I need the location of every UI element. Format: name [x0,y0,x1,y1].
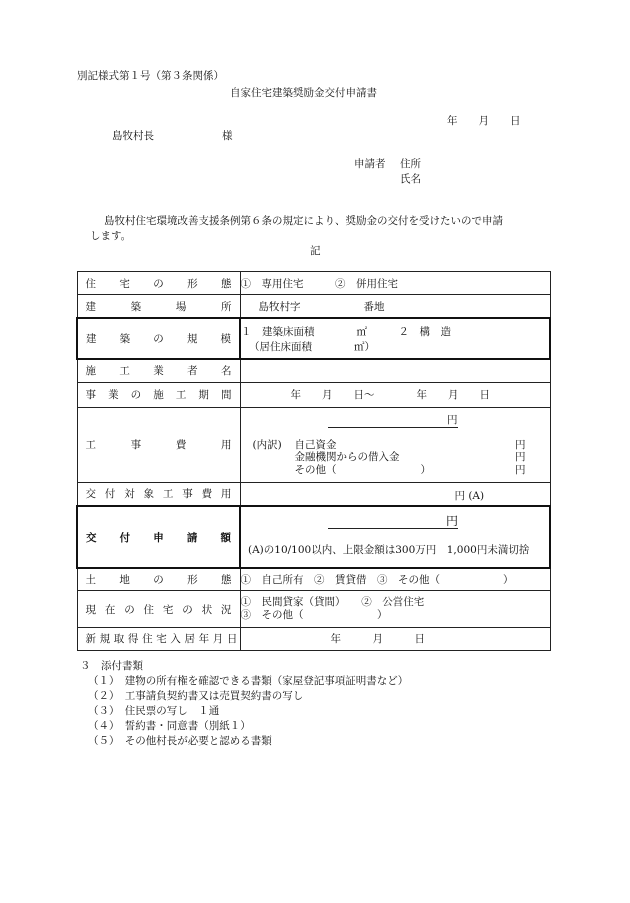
attachment-item: （５） その他村長が必要と認める書類 [88,735,272,747]
row-label [77,627,240,650]
construction-site-value: 島牧村字 番地 [240,295,550,318]
table-row [77,295,550,318]
row-label [77,295,240,318]
label-house-type: 住 宅 の 形 態 [85,277,232,290]
eligible-cost-cell [240,482,550,506]
row-label [77,568,240,591]
table-row [77,272,550,295]
form-number: 別記様式第１号（第３条関係） [77,70,224,82]
label-land-type: 土 地 の 形 態 [85,574,232,587]
label-move-in-date: 新 規 取 得 住 宅 入 居 年 月 日 [85,633,238,646]
attachment-item: （４） 誓約書・同意書（別紙１） [88,720,251,732]
breakdown-bank-loan: 金融機関からの借入金 [294,451,400,464]
ki-mark: 記 [310,245,321,257]
breakdown-own-funds: 自己資金 [294,439,337,452]
floor-area-line: １ 建築床面積 ㎡ ２ 構 造 [241,325,451,338]
table-row [77,482,550,506]
row-label [77,591,240,627]
attachments-heading: ３ 添付書類 [80,660,143,672]
application-table [76,271,551,651]
row-label [77,408,240,483]
table-row [77,568,550,591]
document-title: 自家住宅建築奨励金交付申請書 [230,87,377,99]
eligible-cost-value: 円 (A) [454,489,485,502]
table-row [77,591,550,627]
breakdown-label: (内訳) [252,439,282,452]
breakdown-yen: 円 [515,439,526,452]
construction-cost-cell [240,408,550,483]
attachment-item: （３） 住民票の写し １通 [88,705,220,717]
applicant-label: 申請者 [354,158,386,170]
land-type-options: ① 自己所有 ② 賃貸借 ③ その他（ ） [240,568,550,591]
date-line: 年 月 日 [447,115,521,127]
attachment-item: （１） 建物の所有権を確認できる書類（家屋登記事項証明書など） [88,675,409,687]
label-current-housing: 現 在 の 住 宅 の 状 況 [85,603,232,616]
construction-period-value: 年 月 日～ 年 月 日 [240,382,550,407]
breakdown-yen: 円 [515,451,526,464]
label-construction-site: 建 築 場 所 [85,300,232,313]
addressee: 島牧村長 [112,130,154,142]
application-note: (A)の10/100以内、上限金額は300万円 1,000円未満切捨 [248,544,530,557]
application-amount-cell [240,506,550,567]
row-label [77,272,240,295]
contractor-value [240,359,550,382]
house-type-options: ① 専用住宅 ② 併用住宅 [240,272,550,295]
building-scale-cell [240,318,550,359]
address-label: 住所 [400,158,421,170]
living-area-line: （居住床面積 ㎡） [249,340,375,353]
attachment-item: （２） 工事請負契約書又は売買契約書の写し [88,690,304,702]
row-label [77,359,240,382]
current-housing-line1: ① 民間貸家（貸間） ② 公営住宅 [240,596,425,609]
breakdown-yen: 円 [515,463,526,476]
breakdown-other: その他（ ） [294,463,431,476]
row-label [77,382,240,407]
table-row [77,359,550,382]
table-row [77,318,550,359]
body-text-line2: します。 [90,230,132,242]
table-row [77,506,550,567]
current-housing-cell [240,591,550,627]
table-row [77,627,550,650]
move-in-date-value: 年 月 日 [240,627,550,650]
row-label [77,318,240,359]
label-construction-period: 事 業 の 施 工 期 間 [85,389,232,402]
table-row [77,382,550,407]
table-row [77,408,550,483]
label-construction-cost: 工 事 費 用 [85,439,232,452]
body-text-line1: 島牧村住宅環境改善支援条例第６条の規定により、奨励金の交付を受けたいので申請 [104,215,503,227]
label-application-amount: 交 付 申 請 額 [86,531,231,544]
addressee-suffix: 様 [222,130,233,142]
row-label [77,506,240,567]
current-housing-line2: ③ その他（ ） [240,609,388,622]
cost-total-yen: 円 [447,414,458,427]
application-yen: 円 [445,514,458,529]
label-contractor: 施 工 業 者 名 [85,365,232,378]
row-label [77,482,240,506]
label-building-scale: 建 築 の 規 模 [86,333,231,345]
name-label: 氏名 [400,173,421,185]
label-eligible-cost: 交 付 対 象 工 事 費 用 [85,488,232,501]
